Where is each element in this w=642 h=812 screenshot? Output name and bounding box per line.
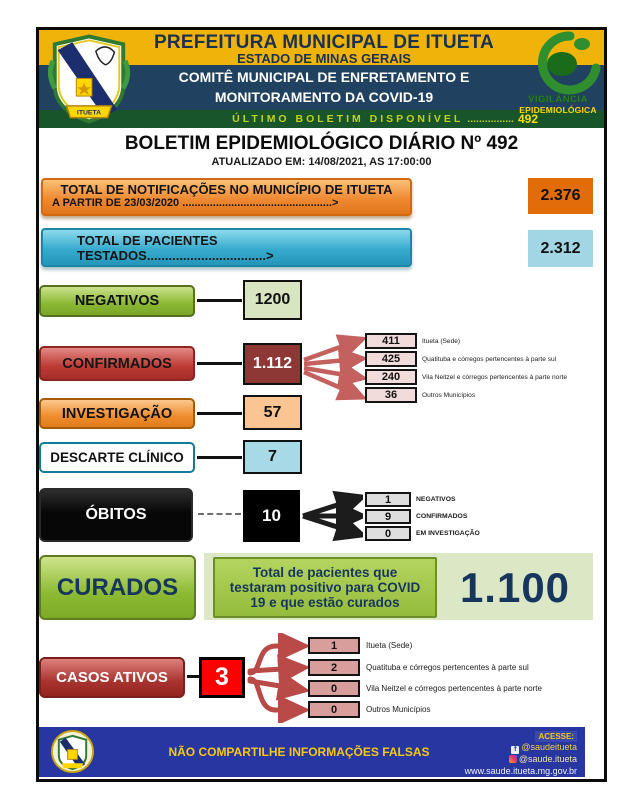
negativos-value: 1200 xyxy=(243,280,302,320)
updated-at: ATUALIZADO EM: 14/08/2021, AS 17:00:00 xyxy=(211,156,432,168)
investigacao-value: 57 xyxy=(243,395,302,430)
committee-line1: COMITÊ MUNICIPAL DE ENFRETAMENTO E xyxy=(178,69,470,85)
obitos-breakdown-label: CONFIRMADOS xyxy=(416,513,468,520)
confirmados-breakdown-box: 240 xyxy=(365,369,417,385)
casos-ativos-value: 3 xyxy=(199,657,245,698)
city-coat-of-arms-icon xyxy=(45,31,133,125)
ativos-breakdown-box: 1 xyxy=(308,637,360,654)
last-bulletin-dots: ................ xyxy=(467,113,514,125)
facebook-icon: f xyxy=(511,746,519,754)
ativos-breakdown-label: Quatituba e córregos pertencentes à parte sul xyxy=(366,663,529,672)
confirmados-breakdown-label: Quatituba e córregos pertencentes à parte sul xyxy=(422,356,557,363)
confirmados-value: 1.112 xyxy=(243,343,302,385)
footer-warning: NÃO COMPARTILHE INFORMAÇÕES FALSAS xyxy=(168,745,430,759)
footer-bar xyxy=(39,727,585,777)
investigacao-button: INVESTIGAÇÃO xyxy=(39,398,195,429)
negativos-connector xyxy=(197,299,242,302)
curados-button: CURADOS xyxy=(39,555,196,620)
descarte-value: 7 xyxy=(243,440,302,474)
notifications-value: 2.376 xyxy=(528,178,593,214)
descarte-clinico-button: DESCARTE CLÍNICO xyxy=(39,442,195,473)
svg-text:ITUETA: ITUETA xyxy=(76,109,102,117)
instagram-icon xyxy=(509,755,517,763)
obitos-breakdown-box: 0 xyxy=(365,526,411,541)
vigilancia-text: VIGILÂNCIA xyxy=(528,94,588,105)
ativos-breakdown-label: Itueta (Sede) xyxy=(366,641,413,650)
casos-ativos-button: CASOS ATIVOS xyxy=(39,657,185,698)
confirmados-arrows xyxy=(302,328,365,406)
negativos-button: NEGATIVOS xyxy=(39,285,195,317)
last-bulletin-number: 492 xyxy=(517,112,538,126)
obitos-arrows xyxy=(301,490,363,542)
confirmados-breakdown-box: 411 xyxy=(365,333,417,349)
page-title: BOLETIM EPIDEMIOLÓGICO DIÁRIO Nº 492 xyxy=(124,133,519,154)
obitos-breakdown-label: EM INVESTIGAÇÃO xyxy=(416,530,480,537)
ativos-breakdown-label: Outros Municípios xyxy=(366,705,431,714)
notifications-bar xyxy=(41,178,412,216)
obitos-breakdown-label: NEGATIVOS xyxy=(416,496,456,503)
footer-city-logo xyxy=(51,730,94,773)
footer-acesse-label: ACESSE: xyxy=(535,731,577,742)
tested-bar xyxy=(41,228,412,267)
curados-value: 1.100 xyxy=(459,563,571,611)
confirmados-breakdown-box: 425 xyxy=(365,351,417,367)
obitos-value: 10 xyxy=(243,490,300,542)
descarte-connector xyxy=(197,456,242,459)
notifications-label-line2: A PARTIR DE 23/03/2020 .................................................> xyxy=(52,197,339,209)
confirmados-button: CONFIRMADOS xyxy=(39,346,195,381)
obitos-breakdown-box: 1 xyxy=(365,492,411,507)
tested-value: 2.312 xyxy=(528,230,593,267)
bulletin-frame xyxy=(36,27,607,782)
notifications-label-line1: TOTAL DE NOTIFICAÇÕES NO MUNICÍPIO DE ITUETA xyxy=(60,182,393,197)
epidemiologica-text: EPIDEMIOLÓGICA xyxy=(519,105,597,115)
tested-label: TOTAL DE PACIENTES TESTADOS.................................> xyxy=(77,232,274,263)
confirmados-breakdown-box: 36 xyxy=(365,387,417,403)
ativos-breakdown-label: Vila Neitzel e córregos pertencentes à parte norte xyxy=(366,684,542,693)
footer-website-link[interactable]: www.saude.itueta.mg.gov.br xyxy=(464,766,577,776)
header-state: ESTADO DE MINAS GERAIS xyxy=(237,51,411,66)
confirmados-breakdown-label: Itueta (Sede) xyxy=(422,338,461,345)
header-title: PREFEITURA MUNICIPAL DE ITUETA xyxy=(154,32,494,53)
confirmados-breakdown-label: Vila Neitzel e córregos pertencentes à parte norte xyxy=(422,374,568,381)
confirmados-connector xyxy=(197,362,242,365)
vigilancia-epidemiologica-logo xyxy=(512,30,604,127)
investigacao-connector xyxy=(197,412,242,415)
ativos-breakdown-box: 0 xyxy=(308,680,360,697)
committee-line2: MONITORAMENTO DA COVID-19 xyxy=(214,89,434,105)
ativos-breakdown-box: 2 xyxy=(308,659,360,676)
casos-ativos-arrows xyxy=(246,633,308,723)
casos-ativos-connector xyxy=(187,675,199,678)
obitos-button: ÓBITOS xyxy=(39,488,193,542)
footer-facebook-link[interactable]: f @saudeitueta xyxy=(511,742,577,754)
curados-description: Total de pacientes que testaram positivo para COVID 19 e que estão curados xyxy=(213,557,437,618)
confirmados-breakdown-label: Outros Municípios xyxy=(422,392,476,399)
obitos-breakdown-box: 9 xyxy=(365,509,411,524)
footer-instagram-link[interactable]: @saude.itueta xyxy=(509,754,577,764)
last-bulletin-label: ÚLTIMO BOLETIM DISPONÍVEL xyxy=(232,113,464,125)
obitos-connector xyxy=(198,513,241,515)
ativos-breakdown-box: 0 xyxy=(308,701,360,718)
